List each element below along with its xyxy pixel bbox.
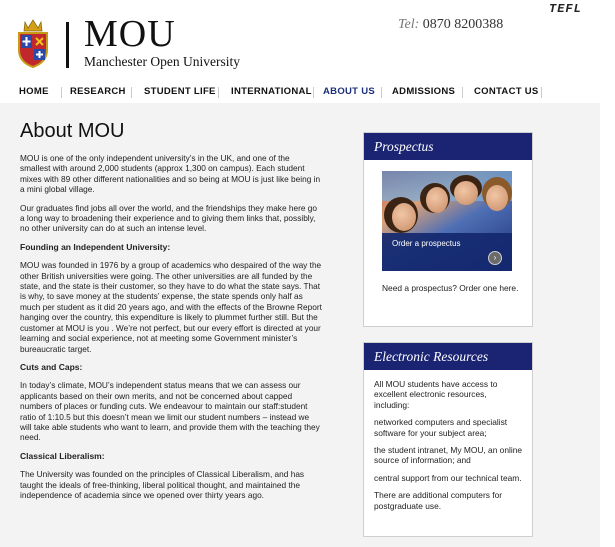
telephone-label: Tel:: [398, 17, 420, 32]
telephone-info: [398, 17, 503, 33]
page-title: About MOU: [20, 120, 125, 142]
resources-text: [374, 379, 524, 518]
student-photo-face: [392, 203, 416, 231]
section-heading-cuts: Cuts and Caps:: [20, 361, 83, 372]
nav-item-student-life[interactable]: STUDENT LIFE: [144, 86, 216, 97]
section-text-cuts: In today’s climate, MOU’s independent status means that we can assess our applicants based on their own merits, and not be concerned about capped numbers of places or funding cuts. We endeavour to maintain our staff:student ratio of 1:10.5 but this doesn’t mean we limit our student numbers – instead we will take able students who want to learn, and provide them with the teaching they need.: [20, 380, 320, 443]
nav-separator: [541, 87, 542, 98]
electronic-resources-card: [363, 342, 533, 537]
resources-paragraph: There are additional computers for postgraduate use.: [374, 490, 503, 511]
student-photo-face: [454, 181, 478, 205]
site-header: [0, 0, 615, 80]
intro-paragraph: MOU is one of the only independent university’s in the UK, and one of the smallest with around 2,000 students (approx 1,300 on campus). Each student mixes with 89 other different nationalities and so being at MOU is just like being in a mini global village.: [20, 153, 321, 195]
student-photo-face: [486, 185, 508, 211]
nav-separator: [131, 87, 132, 98]
prospectus-card: [363, 132, 533, 327]
resources-paragraph: networked computers and specialist software for your subject area;: [374, 417, 508, 438]
logo-subtitle: Manchester Open University: [84, 54, 240, 69]
student-photo-face: [426, 187, 448, 213]
nav-separator: [313, 87, 314, 98]
logo-divider: [66, 22, 69, 68]
section-heading-founding: Founding an Independent University:: [20, 241, 171, 252]
nav-separator: [462, 87, 463, 98]
main-article: [20, 119, 322, 508]
prospectus-heading: Prospectus: [364, 133, 532, 160]
section-text-liberalism: The University was founded on the principles of Classical Liberalism, and has taught the ideals of free-thinking, liberal political thought, and maintained the independence of academia since we opened over thirty years ago.: [20, 469, 305, 500]
nav-item-home[interactable]: HOME: [19, 86, 49, 97]
section-heading-liberalism: Classical Liberalism:: [20, 450, 105, 461]
intro-paragraph: Our graduates find jobs all over the world, and the friendships they make here go a long way to broadening their experience and to giving them links that, possibly, no other university can do at such an intense level.: [20, 202, 318, 234]
order-prospectus-link[interactable]: Order a prospectus: [392, 239, 461, 248]
logo-wordmark[interactable]: MOU: [84, 13, 176, 55]
nav-item-contact-us[interactable]: CONTACT US: [474, 86, 539, 97]
nav-item-about-us[interactable]: ABOUT US: [323, 86, 376, 97]
resources-paragraph: central support from our technical team.: [374, 472, 522, 483]
electronic-resources-heading: Electronic Resources: [364, 343, 532, 370]
prospectus-text: Need a prospectus? Order one here.: [382, 283, 519, 293]
nav-separator: [61, 87, 62, 98]
nav-item-admissions[interactable]: ADMISSIONS: [392, 86, 456, 97]
section-text-founding: MOU was founded in 1976 by a group of academics who despaired of the way the other British universities were going. The other universities are all funded by the state, and the state is their customer, so they have to do what the state says. That is why, to save money at the students’ expense, the state spends only half as much per student as it did 20 years ago, and with the effects of the Browne Report hanging over the country, this expenditure is likely to plummet further still. But the customer at MOU is you . We’re not perfect, but our every effort is directed at your learning and social experience, not at meeting some Government minister’s bureaucratic target.: [20, 260, 322, 354]
nav-item-international[interactable]: INTERNATIONAL: [231, 86, 312, 97]
tefl-badge: TEFL: [549, 2, 582, 16]
order-prospectus-bar[interactable]: [382, 233, 512, 271]
resources-paragraph: All MOU students have access to excellent electronic resources, including:: [374, 379, 498, 410]
resources-paragraph: the student intranet, My MOU, an online source of information; and: [374, 445, 523, 466]
content-area: [0, 103, 600, 547]
nav-item-research[interactable]: RESEARCH: [70, 86, 126, 97]
telephone-number: 0870 8200388: [422, 17, 504, 32]
arrow-right-icon[interactable]: ›: [488, 251, 502, 265]
prospectus-promo-image[interactable]: [382, 171, 512, 271]
nav-separator: [381, 87, 382, 98]
nav-separator: [218, 87, 219, 98]
university-crest-icon: [16, 18, 50, 68]
main-navigation: [0, 82, 615, 102]
